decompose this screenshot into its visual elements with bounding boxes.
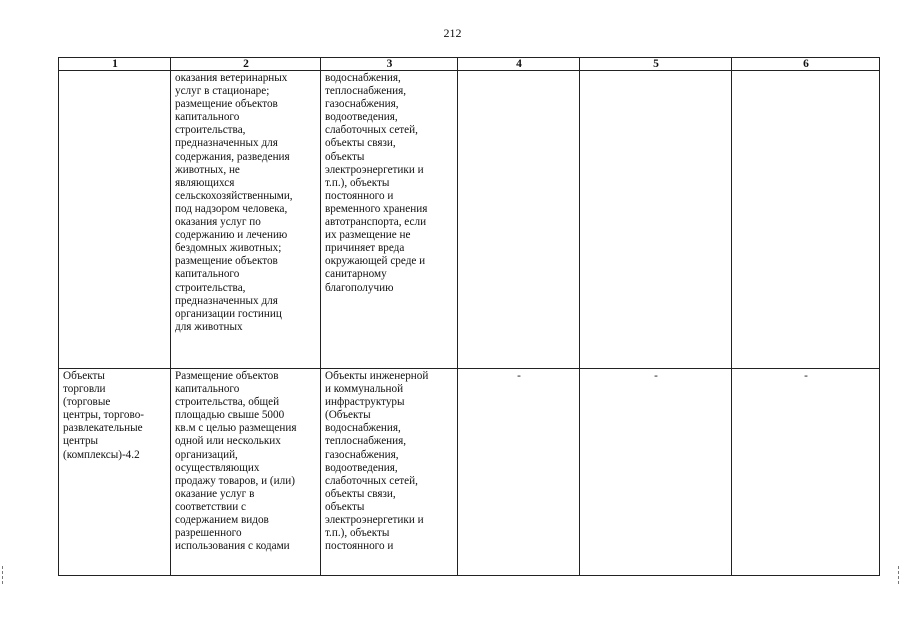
table-row [59,71,880,369]
cell-text-line: автотранспорта, если [325,216,427,229]
table-header-row [59,58,880,71]
cell-text-line: капитального [175,383,240,396]
cell-text-line: и коммунальной [325,383,404,396]
cell-text-line: размещение объектов [175,255,278,268]
cell-text-line: (комплексы)-4.2 [63,448,140,461]
cell-text-line: оказание услуг в [175,487,255,500]
cell-text-line: Объекты [63,370,105,382]
row2-col3 [321,369,458,576]
land-use-table [58,57,880,576]
row1-col2 [171,71,321,369]
row1-col4 [458,71,580,369]
cell-text-line: газоснабжения, [325,448,399,461]
cell-text-line: капитального [175,111,240,124]
cell-text-line: организации гостиниц [175,307,282,320]
cell-text-line: торговли [63,383,106,396]
cell-text-line: предназначенных для [175,294,278,307]
cell-text-line: водоснабжения, [325,422,401,435]
cell-text-line: под надзором человека, [175,202,288,215]
cell-text-line: развлекательные [63,422,143,435]
cell-text-line: строительства, общей [175,396,280,409]
cell-text-line: оказания ветеринарных [175,72,288,84]
cell-text-line: центры, торгово- [63,409,145,422]
cell-text-line: соответствии с [175,500,246,513]
header-col-1: 1 [59,58,171,71]
right-edge-mark [898,566,900,584]
row2-col6: - [732,369,880,576]
row1-col3 [321,71,458,369]
cell-text-line: организаций, [175,448,238,461]
cell-text-line: электроэнергетики и [325,514,424,527]
row2-col4: - [458,369,580,576]
left-edge-mark [2,566,4,584]
cell-text-line: содержанию и лечению [175,229,288,242]
cell-text-line: слаботочных сетей, [325,474,418,487]
cell-text-line: теплоснабжения, [325,85,407,98]
cell-text-line: кв.м с целью размещения [175,422,297,435]
cell-text-line: постоянного и [325,540,394,553]
cell-text-line: т.п.), объекты [325,176,390,189]
cell-text-line: водоотведения, [325,111,398,124]
cell-text-line: благополучию [325,281,394,294]
cell-text-line: одной или нескольких [175,435,281,448]
cell-text-line: строительства, [175,124,246,137]
row1-col1 [59,71,171,369]
cell-text-line: оказания услуг по [175,216,261,229]
page-number: 212 [443,26,462,40]
header-col-5: 5 [580,58,732,71]
cell-text-line: животных, не [175,163,240,176]
cell-text-line: размещение объектов [175,98,278,111]
cell-text-line: сельскохозяйственными, [175,189,293,202]
cell-text-line: для животных [175,320,243,333]
header-col-4: 4 [458,58,580,71]
cell-text-line: разрешенного [175,527,242,540]
cell-text-line: предназначенных для [175,137,278,150]
cell-text-line: санитарному [325,268,387,281]
header-col-6: 6 [732,58,880,71]
table-row [59,369,880,576]
cell-text-line: строительства, [175,281,246,294]
cell-text-line: временного хранения [325,202,428,215]
cell-text-line: постоянного и [325,189,394,202]
cell-text-line: теплоснабжения, [325,435,407,448]
cell-text-line: (торговые [63,396,111,409]
row2-col2 [171,369,321,576]
cell-text-line: объекты [325,150,365,163]
cell-text-line: объекты [325,500,365,513]
cell-text-line: являющихся [175,176,235,189]
cell-text-line: продажу товаров, и (или) [175,474,295,487]
cell-text-line: окружающей среде и [325,255,426,268]
row2-col1 [59,369,171,576]
cell-text-line: инфраструктуры [325,396,405,409]
header-col-2: 2 [171,58,321,71]
cell-text-line: Объекты инженерной [325,370,429,382]
cell-text-line: капитального [175,268,240,281]
cell-text-line: центры [63,435,99,448]
cell-text-line: услуг в стационаре; [175,85,270,98]
cell-text-line: площадью свыше 5000 [175,409,285,422]
row1-col6 [732,71,880,369]
cell-text-line: водоснабжения, [325,72,401,84]
cell-text-line: причиняет вреда [325,242,405,255]
cell-text-line: водоотведения, [325,461,398,474]
cell-text-line: их размещение не [325,229,411,242]
row2-col5: - [580,369,732,576]
cell-text-line: объекты связи, [325,137,396,150]
cell-text-line: (Объекты [325,409,371,422]
cell-text-line: Размещение объектов [175,370,279,382]
cell-text-line: газоснабжения, [325,98,399,111]
header-col-3: 3 [321,58,458,71]
cell-text-line: электроэнергетики и [325,163,424,176]
row1-col5 [580,71,732,369]
cell-text-line: содержания, разведения [175,150,290,163]
cell-text-line: бездомных животных; [175,242,282,255]
cell-text-line: содержанием видов [175,514,269,527]
cell-text-line: т.п.), объекты [325,527,390,540]
cell-text-line: слаботочных сетей, [325,124,418,137]
cell-text-line: использования с кодами [175,540,290,553]
cell-text-line: осуществляющих [175,461,260,474]
cell-text-line: объекты связи, [325,487,396,500]
